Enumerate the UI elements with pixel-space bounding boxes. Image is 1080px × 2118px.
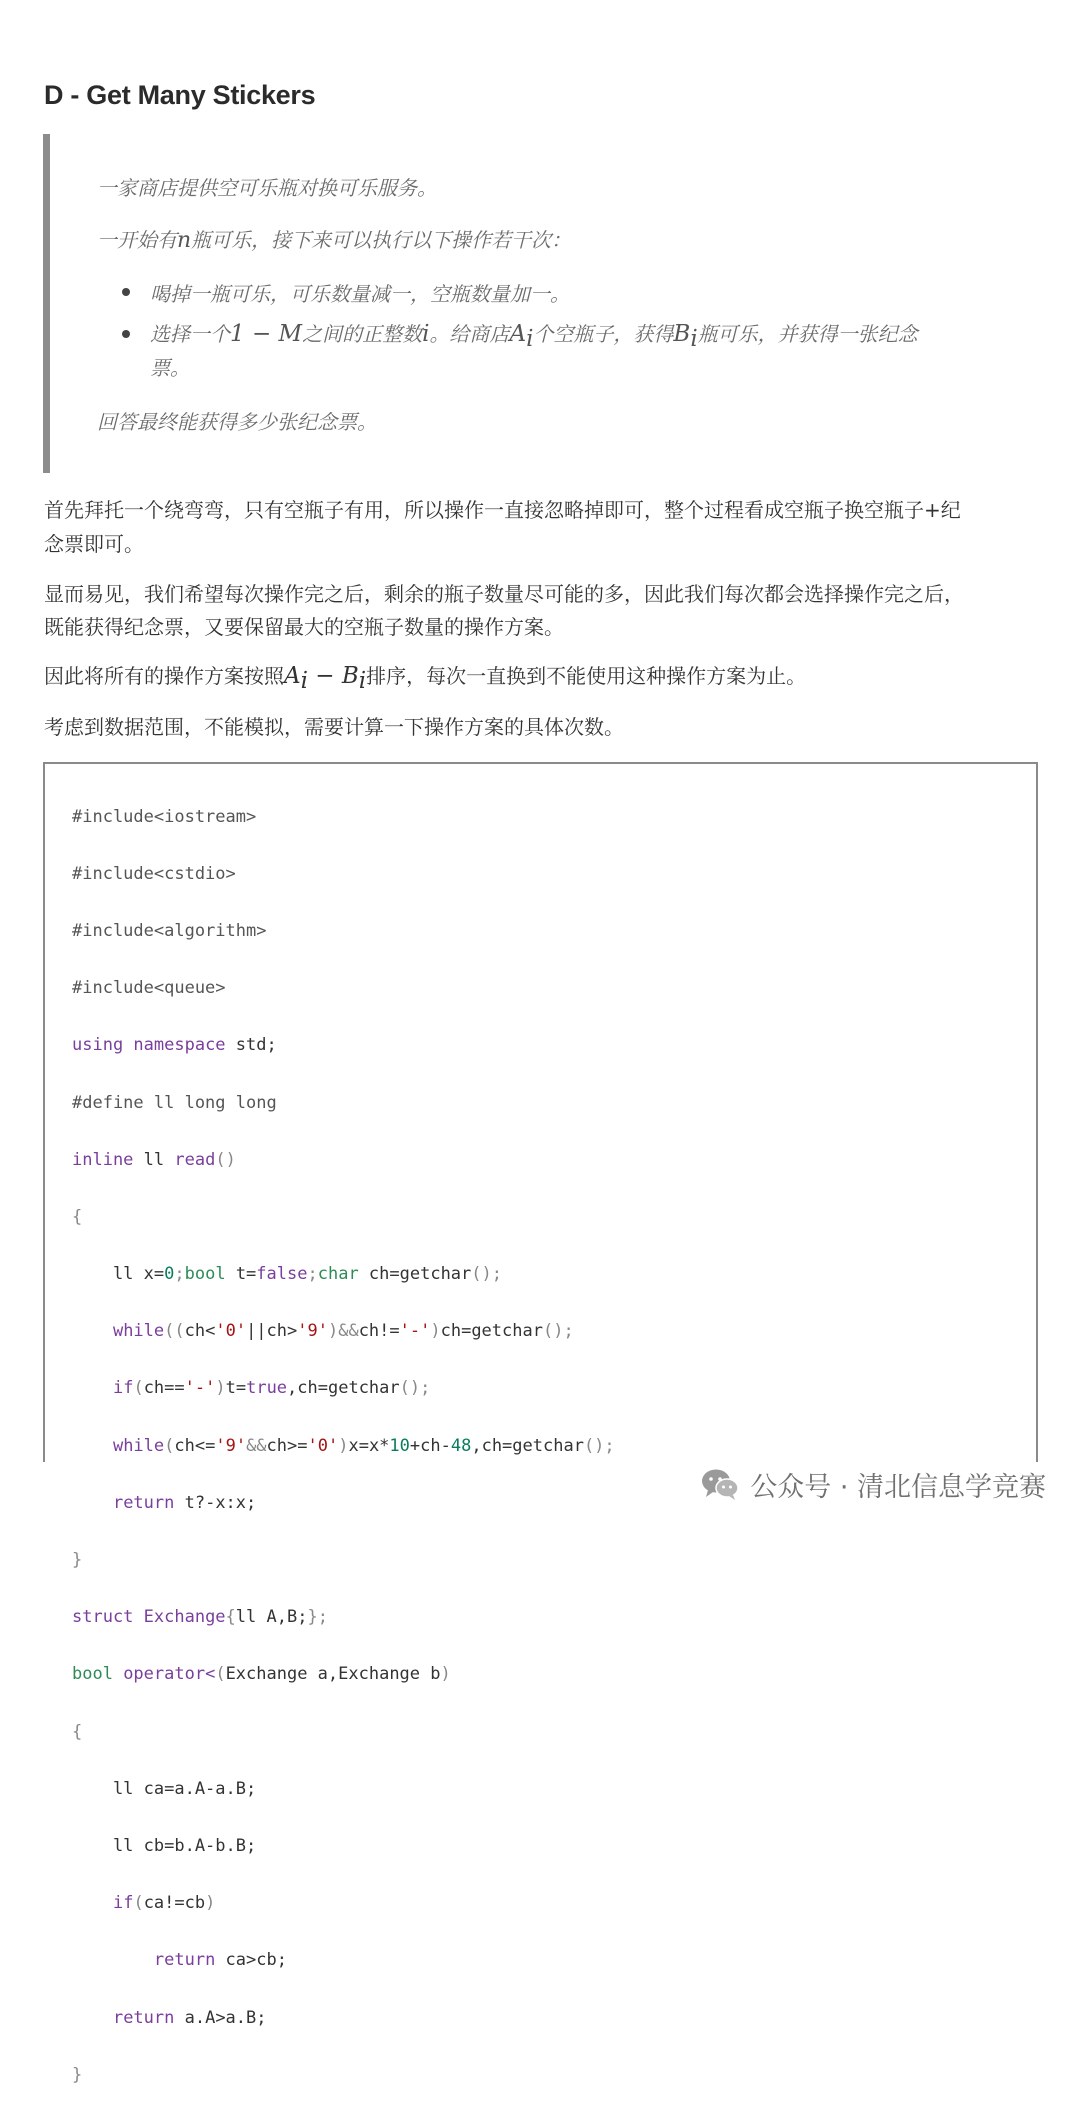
- code-token: while: [112, 1321, 165, 1342]
- code-line: [72, 1260, 615, 1289]
- code-token: inline: [72, 1149, 134, 1170]
- code-token: ;: [174, 1264, 185, 1285]
- code-line: [72, 1374, 615, 1403]
- code-token: 48: [450, 1435, 472, 1456]
- quote-line-2-pre: 一开始有: [97, 228, 177, 252]
- code-token: [72, 1378, 113, 1398]
- quote-bullet-2: [150, 318, 918, 352]
- code-line: [72, 1889, 615, 1918]
- code-token: 0: [164, 1264, 175, 1285]
- code-token: ca>cb;: [215, 1950, 287, 1971]
- code-token: return: [153, 1950, 216, 1971]
- code-token: if: [112, 1893, 134, 1914]
- code-token: t=: [225, 1264, 257, 1285]
- code-token: [72, 1493, 113, 1513]
- code-token: ch=getchar: [440, 1321, 543, 1342]
- code-token: true: [246, 1378, 288, 1399]
- code-token: std;: [225, 1035, 277, 1056]
- code-token: t?-x:x;: [174, 1492, 257, 1513]
- math-i: i: [422, 321, 430, 347]
- code-token: [72, 1950, 154, 1970]
- code-token: char: [317, 1264, 359, 1285]
- code-token: ): [440, 1664, 451, 1685]
- code-token: (: [215, 1664, 226, 1685]
- code-token: &&: [246, 1435, 267, 1456]
- paragraph-1a: 首先拜托一个绕弯弯，只有空瓶子有用，所以操作一直接忽略掉即可，整个过程看成空瓶子换空瓶子+纪: [44, 498, 961, 522]
- quote-last-line: 回答最终能获得多少张纪念票。: [97, 410, 377, 434]
- b2-t2: 之间的正整数: [302, 322, 423, 346]
- code-token: return: [112, 2007, 175, 2028]
- b2-t1: 选择一个: [150, 322, 230, 346]
- code-token: ch=getchar: [358, 1264, 472, 1285]
- math-1-M: 1 − M: [230, 321, 303, 347]
- code-token: (): [215, 1149, 236, 1170]
- code-line: #include<algorithm>: [72, 920, 267, 941]
- p3-math-B: B: [341, 663, 359, 689]
- code-token: '9': [297, 1321, 328, 1342]
- b2-t4: 个空瓶子，获得: [533, 322, 674, 346]
- code-token: ();: [471, 1264, 502, 1285]
- code-token: ch==: [143, 1378, 185, 1399]
- code-token: '-': [184, 1378, 216, 1399]
- code-token: 10: [389, 1435, 410, 1456]
- code-line: [72, 2004, 615, 2033]
- code-line: ll cb=b.A-b.B;: [72, 1835, 257, 1856]
- p3-pre: 因此将所有的操作方案按照: [44, 664, 284, 688]
- code-token: '9': [215, 1435, 247, 1456]
- bullet-dot-2: [122, 330, 130, 338]
- problem-statement-quote: [43, 134, 1003, 473]
- code-line: ll ca=a.A-a.B;: [72, 1778, 257, 1799]
- code-token: namespace: [123, 1035, 226, 1056]
- code-token: return: [112, 1492, 175, 1513]
- math-A: A: [509, 321, 527, 347]
- math-B-sub: i: [690, 326, 698, 352]
- code-token: ((: [164, 1321, 185, 1342]
- code-line: [72, 1489, 615, 1518]
- code-token: struct: [72, 1607, 134, 1628]
- code-token: using: [72, 1035, 124, 1056]
- code-line: [72, 1146, 615, 1175]
- code-token: +ch-: [409, 1435, 451, 1456]
- code-token: a.A>a.B;: [174, 2007, 267, 2028]
- code-line: {: [72, 1206, 83, 1227]
- code-token: ();: [583, 1435, 615, 1456]
- wechat-icon: [700, 1467, 740, 1501]
- code-token: ch>=: [266, 1435, 308, 1456]
- code-token: ,ch=getchar: [287, 1378, 400, 1399]
- code-line: }: [72, 1550, 83, 1571]
- p3-math-A-sub: i: [300, 668, 308, 694]
- quote-bullet-1: 喝掉一瓶可乐，可乐数量减一，空瓶数量加一。: [150, 282, 570, 306]
- code-token: ,ch=getchar: [471, 1435, 584, 1456]
- p3-math-minus: −: [307, 663, 342, 689]
- code-token: ll A,B;: [235, 1607, 308, 1628]
- paragraph-1b: 念票即可。: [44, 532, 144, 556]
- code-token: (: [133, 1378, 144, 1399]
- code-token: Exchange a,Exchange b: [225, 1664, 441, 1685]
- code-line: [72, 1603, 615, 1632]
- code-token: read: [174, 1149, 216, 1170]
- code-line: #define ll long long: [72, 1092, 277, 1113]
- code-line: #include<iostream>: [72, 806, 257, 827]
- code-line: {: [72, 1721, 83, 1742]
- code-line: #include<queue>: [72, 978, 226, 999]
- code-token: ): [338, 1435, 349, 1456]
- p3-post: 排序，每次一直换到不能使用这种操作方案为止。: [366, 664, 807, 688]
- code-token: Exchange: [133, 1607, 226, 1628]
- quote-line-2: [97, 224, 571, 253]
- code-token: ch<=: [174, 1435, 216, 1456]
- page-title: D - Get Many Stickers: [44, 80, 316, 110]
- quote-bullet-2-cont: 票。: [150, 356, 190, 380]
- code-token: ll x=: [72, 1264, 165, 1285]
- math-A-sub: i: [526, 326, 534, 352]
- code-token: ();: [399, 1378, 431, 1399]
- p3-math-A: A: [284, 663, 301, 689]
- paragraph-4: 考虑到数据范围，不能模拟，需要计算一下操作方案的具体次数。: [44, 715, 624, 739]
- code-token: false: [256, 1264, 308, 1285]
- code-line: #include<cstdio>: [72, 863, 236, 884]
- quote-line-1: 一家商店提供空可乐瓶对换可乐服务。: [97, 176, 437, 200]
- bullet-dot-1: [122, 288, 130, 296]
- code-token: bool: [72, 1664, 113, 1685]
- paragraph-2a: 显而易见，我们希望每次操作完之后，剩余的瓶子数量尽可能的多，因此我们每次都会选择操作完之后，: [44, 582, 964, 606]
- b2-t3: 。给商店: [429, 322, 510, 346]
- code-line: [72, 1946, 615, 1975]
- code-token: (: [164, 1435, 175, 1456]
- code-token: bool: [184, 1264, 226, 1285]
- code-token: operator<: [112, 1664, 216, 1685]
- code-token: [72, 2008, 113, 2028]
- code-line: }: [72, 2064, 83, 2085]
- code-line: [72, 1317, 615, 1346]
- b2-t5: 瓶可乐，并获得一张纪念: [697, 322, 918, 346]
- code-line: [72, 1031, 615, 1060]
- code-token: ): [215, 1378, 226, 1399]
- code-line: [72, 1660, 615, 1689]
- quote-line-2-post: 瓶可乐，接下来可以执行以下操作若干次：: [191, 228, 572, 252]
- code-line: [72, 1432, 615, 1461]
- code-token: };: [307, 1607, 328, 1628]
- code-token: while: [112, 1435, 165, 1456]
- code-token: [72, 1436, 113, 1456]
- code-token: ): [205, 1893, 216, 1914]
- code-token: x=x*: [348, 1435, 390, 1456]
- code-token: '0': [307, 1435, 339, 1456]
- code-token: ||ch>: [246, 1321, 298, 1342]
- p3-math-B-sub: i: [358, 668, 367, 694]
- code-token: ca!=cb: [143, 1893, 206, 1914]
- code-token: ;: [307, 1264, 318, 1285]
- code-token: )&&: [327, 1321, 359, 1342]
- code-token: [72, 1321, 113, 1341]
- code-token: [72, 1893, 113, 1913]
- code-token: '-': [399, 1321, 431, 1342]
- code-token: ();: [542, 1321, 574, 1342]
- code-token: ch<: [184, 1321, 216, 1342]
- watermark-text: 公众号 · 清北信息学竞赛: [750, 1471, 1046, 1503]
- code-token: t=: [225, 1378, 247, 1399]
- code-token: '0': [215, 1321, 247, 1342]
- paragraph-2b: 既能获得纪念票，又要保留最大的空瓶子数量的操作方案。: [44, 615, 564, 639]
- code-token: if: [112, 1378, 134, 1399]
- paragraph-3: [44, 660, 806, 694]
- math-B: B: [673, 321, 691, 347]
- code-token: ll: [133, 1149, 175, 1170]
- code-token: {: [225, 1607, 236, 1628]
- code-content: [72, 774, 615, 2118]
- code-token: ): [430, 1321, 441, 1342]
- code-token: ch!=: [358, 1321, 400, 1342]
- watermark: [700, 1462, 1046, 1506]
- code-token: (: [133, 1893, 144, 1914]
- math-n: n: [177, 228, 192, 253]
